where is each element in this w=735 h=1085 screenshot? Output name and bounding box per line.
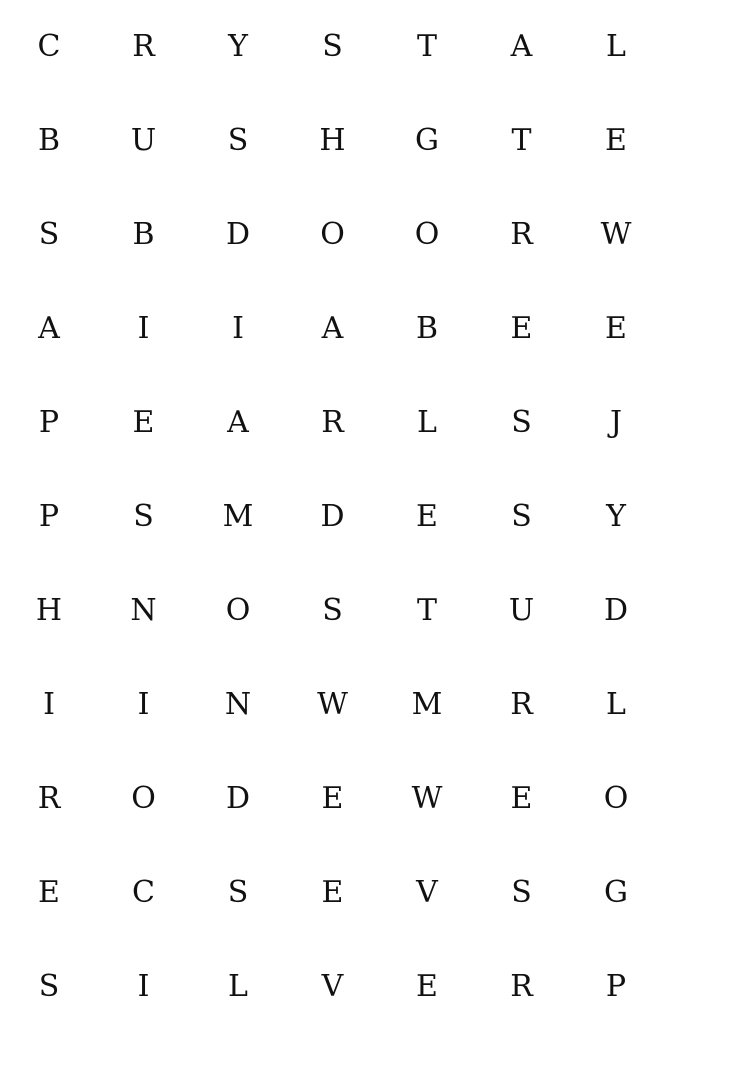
letter-cell[interactable]: S [133,499,154,534]
letter-cell[interactable]: E [605,311,627,346]
letter-cell[interactable]: J [609,405,623,440]
letter-cell[interactable]: L [228,969,248,1004]
letter-cell[interactable]: A [321,311,344,346]
letter-cell[interactable]: S [511,499,532,534]
letter-cell[interactable]: D [603,593,629,628]
letter-cell[interactable]: Y [606,499,626,534]
letter-cell[interactable]: U [130,123,157,158]
letter-cell[interactable]: R [510,687,533,722]
letter-cell[interactable]: A [227,405,249,440]
letter-cell[interactable]: E [321,781,344,816]
letter-cell[interactable]: L [606,687,626,722]
letter-cell[interactable]: R [321,405,344,440]
letter-cell[interactable]: H [319,123,346,158]
letter-cell[interactable]: U [508,593,535,628]
letter-cell[interactable]: E [416,969,438,1004]
letter-cell[interactable]: M [222,499,254,534]
letter-cell[interactable]: R [37,781,61,816]
letter-cell[interactable]: D [225,217,251,252]
letter-cell[interactable]: S [38,969,60,1004]
letter-cell[interactable]: R [510,217,533,252]
letter-cell[interactable]: E [605,123,627,158]
letter-cell[interactable]: S [511,405,532,440]
letter-cell[interactable]: V [321,969,344,1004]
letter-cell[interactable]: Y [228,29,248,64]
letter-cell[interactable]: E [132,405,155,440]
letter-cell[interactable]: V [416,875,438,910]
letter-cell[interactable]: S [322,29,343,64]
letter-cell[interactable]: T [511,123,532,158]
letter-cell[interactable]: P [605,969,627,1004]
letter-cell[interactable]: H [35,593,63,628]
letter-cell[interactable]: A [38,311,60,346]
letter-cell[interactable]: A [510,29,533,64]
letter-cell[interactable]: O [320,217,345,252]
letter-cell[interactable]: O [225,593,251,628]
letter-cell[interactable]: S [227,123,249,158]
letter-cell[interactable]: N [130,593,157,628]
letter-cell[interactable]: M [411,687,443,722]
letter-cell[interactable]: D [320,499,345,534]
letter-cell[interactable]: E [510,781,533,816]
letter-cell[interactable]: S [38,217,60,252]
letter-cell[interactable]: O [603,781,629,816]
letter-cell[interactable]: B [132,217,155,252]
letter-cell[interactable]: O [414,217,440,252]
letter-cell[interactable]: E [416,499,438,534]
letter-cell[interactable]: W [600,217,632,252]
letter-cell[interactable]: R [510,969,533,1004]
letter-cell[interactable]: S [227,875,249,910]
letter-cell[interactable]: C [132,875,155,910]
letter-cell[interactable]: L [606,29,626,64]
letter-cell[interactable]: P [38,405,60,440]
letter-cell[interactable]: L [417,405,437,440]
letter-cell[interactable]: I [232,311,244,346]
letter-cell[interactable]: G [604,875,628,910]
letter-cell[interactable]: T [416,593,437,628]
letter-cell[interactable]: I [137,311,150,346]
letter-cell[interactable]: I [137,687,150,722]
letter-cell[interactable]: S [511,875,532,910]
letter-cell[interactable]: E [510,311,533,346]
letter-cell[interactable]: S [322,593,343,628]
letter-cell[interactable]: B [415,311,439,346]
letter-cell[interactable]: W [411,781,443,816]
letter-cell[interactable]: O [131,781,156,816]
letter-cell[interactable]: E [321,875,344,910]
letter-cell[interactable]: G [415,123,439,158]
letter-cell[interactable]: P [38,499,60,534]
letter-cell[interactable]: E [38,875,60,910]
letter-cell[interactable]: D [225,781,251,816]
letter-cell[interactable]: R [132,29,155,64]
letter-cell[interactable]: I [43,687,55,722]
letter-cell[interactable]: I [137,969,150,1004]
letter-cell[interactable]: N [224,687,252,722]
letter-cell[interactable]: W [317,687,348,722]
letter-cell[interactable]: B [37,123,61,158]
letter-cell[interactable]: T [416,29,437,64]
letter-cell[interactable]: C [37,29,61,64]
